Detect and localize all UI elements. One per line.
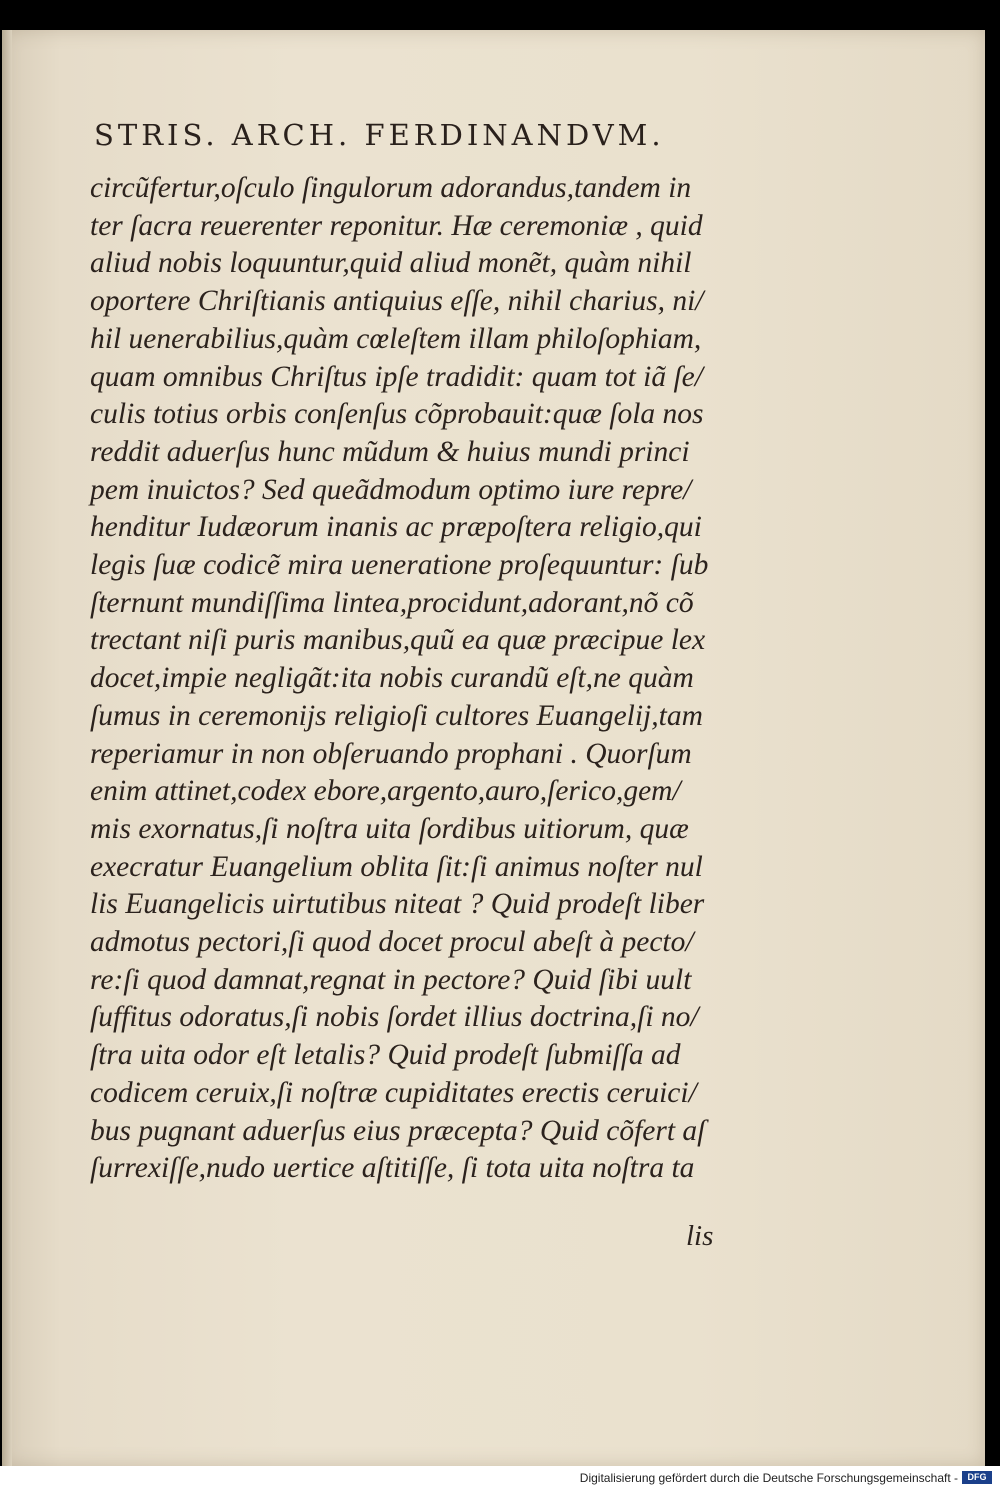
text-line: reddit aduerſus hunc mũdum & huius mundi princi: [90, 435, 690, 468]
text-line: codicem ceruix,ſi noſtræ cupiditates erectis ceruici/: [90, 1076, 697, 1109]
book-page: [2, 30, 985, 1466]
text-line: docet,impie negligãt:ita nobis curandũ eſt,ne quàm: [90, 662, 694, 695]
text-line: oportere Chriſtianis antiquius eſſe, nihil charius, ni/: [90, 285, 704, 318]
page-binding-edge: [2, 30, 12, 1466]
text-line: reperiamur in non obſeruando prophani . Quorſum: [90, 737, 692, 770]
funding-credit: Digitalisierung gefördert durch die Deutsche Forschungsgemeinschaft -: [579, 1471, 958, 1485]
text-line: ſternunt mundiſſima lintea,procidunt,adorant,nõ cõ: [90, 586, 694, 619]
text-line: ſurrexiſſe,nudo uertice aſtitiſſe, ſi tota uita noſtra ta: [90, 1152, 695, 1185]
text-line: legis ſuæ codicẽ mira ueneratione proſequuntur: ſub: [90, 549, 709, 582]
text-line: execratur Euangelium oblita ſit:ſi animus noſter nul: [90, 850, 703, 883]
text-line: ter ſacra reuerenter reponitur. Hæ ceremoniæ , quid: [90, 209, 703, 242]
dfg-logo-icon[interactable]: DFG: [962, 1471, 992, 1484]
text-line: trectant niſi puris manibus,quũ ea quæ præcipue lex: [90, 624, 706, 657]
text-line: culis totius orbis conſenſus cõprobauit:quæ ſola nos: [90, 398, 704, 431]
text-line: ſuffitus odoratus,ſi nobis ſordet illius doctrina,ſi no/: [90, 1001, 699, 1034]
text-line: quam omnibus Chriſtus ipſe tradidit: quam tot iã ſe/: [90, 360, 703, 393]
text-line: admotus pectori,ſi quod docet procul abeſt à pecto/: [90, 926, 694, 959]
text-line: aliud nobis loquuntur,quid aliud monẽt, quàm nihil: [90, 247, 692, 280]
footer-bar: [0, 1466, 1000, 1491]
text-line: lis Euangelicis uirtutibus niteat ? Quid prodeſt liber: [90, 888, 705, 921]
text-line: ſtra uita odor eſt letalis? Quid prodeſt ſubmiſſa ad: [90, 1039, 681, 1072]
text-line: bus pugnant aduerſus eius præcepta? Quid cõfert aſ: [90, 1114, 706, 1147]
text-line: hil uenerabilius,quàm cœleſtem illam philoſophiam,: [90, 322, 702, 355]
text-line: henditur Iudæorum inanis ac præpoſtera religio,qui: [90, 511, 702, 544]
text-line: ſumus in ceremonijs religioſi cultores Euangelij,tam: [90, 699, 703, 732]
text-line: enim attinet,codex ebore,argento,auro,ſerico,gem/: [90, 775, 681, 808]
body-text: [90, 170, 750, 1188]
catchword: lis: [686, 1220, 714, 1252]
running-head: STRIS. ARCH. FERDINANDVM.: [94, 118, 665, 152]
text-line: re:ſi quod damnat,regnat in pectore? Quid ſibi uult: [90, 963, 692, 996]
text-line: circũfertur,oſculo ſingulorum adorandus,tandem in: [90, 172, 692, 204]
text-line: pem inuictos? Sed queãdmodum optimo iure repre/: [90, 473, 692, 506]
text-line: mis exornatus,ſi noſtra uita ſordibus uitiorum, quæ: [90, 812, 689, 845]
